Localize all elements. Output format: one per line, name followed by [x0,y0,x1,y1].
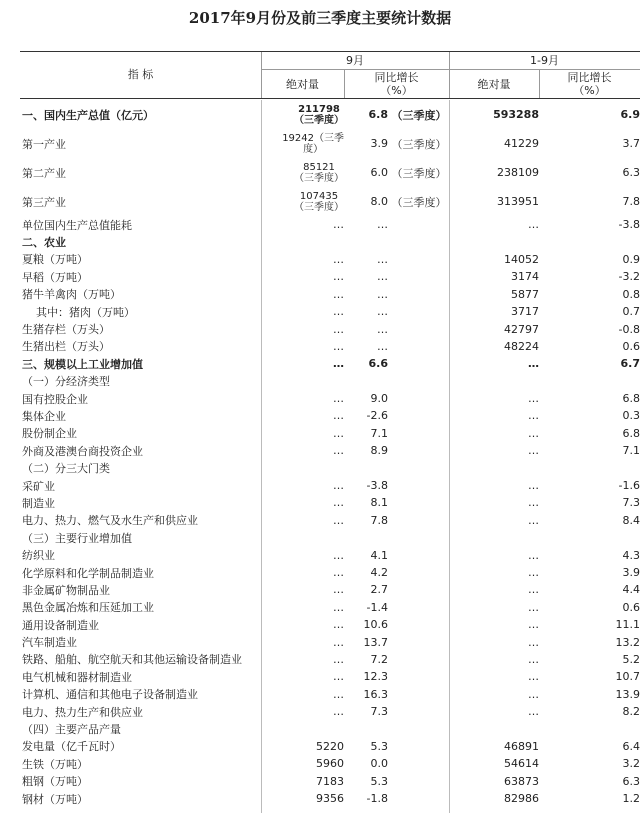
month-growth-cell: … [377,322,388,336]
month-abs-cell: 9356 [316,792,344,806]
ytd-abs-cell: … [528,635,539,649]
ytd-abs-cell: … [528,670,539,684]
indicator-cell: 钢材（万吨） [22,792,88,806]
month-growth-cell: 10.6 [363,618,388,632]
ytd-growth-cell: 5.2 [622,652,640,666]
ytd-abs-cell: … [528,357,539,371]
ytd-abs-cell: 3717 [511,305,539,319]
indicator-cell: 三、规模以上工业增加值 [22,357,143,371]
month-abs-cell: … [333,287,344,301]
ytd-growth-cell: 7.3 [622,496,640,510]
month-growth-cell: 7.1 [370,426,388,440]
indicator-cell: 化学原料和化学制品制造业 [22,566,154,580]
table-row [20,773,640,790]
month-growth-cell: … [377,270,388,284]
indicator-cell: （一）分经济类型 [22,375,110,389]
indicator-cell: 单位国内生产总值能耗 [22,218,132,232]
ytd-growth-cell: 6.3 [622,774,640,788]
table-row [20,129,640,158]
table-row [20,494,640,511]
table-header [20,51,640,99]
value-line: 19242（三季 [282,132,344,144]
table-row [20,459,640,476]
month-growth-cell: 16.3 [363,687,388,701]
month-abs-cell: … [333,252,344,266]
value-line: （三季度） [294,201,344,213]
table-row [20,633,640,650]
indicator-cell: 汽车制造业 [22,636,77,650]
indicator-cell: 股份制企业 [22,427,77,441]
header-growth-label: 同比增长 [374,71,419,84]
table-row [20,373,640,390]
ytd-abs-cell: … [528,392,539,406]
month-growth-cell: … [377,218,388,232]
ytd-abs-cell: … [528,687,539,701]
month-abs-cell: 5960 [316,757,344,771]
month-growth-cell: -3.8 [366,479,388,493]
ytd-growth-cell: 0.9 [622,252,640,266]
month-abs-cell: … [333,479,344,493]
month-abs-cell: … [333,322,344,336]
ytd-growth-cell: -0.8 [618,322,640,336]
header-month-abs: 绝对量 [286,78,319,91]
table-row [20,286,640,303]
month-growth-cell: … [377,339,388,353]
indicator-cell: 计算机、通信和其他电子设备制造业 [22,688,198,702]
ytd-abs-cell: 5877 [511,287,539,301]
indicator-cell: 非金属矿物制品业 [22,583,110,597]
ytd-growth-cell: 6.7 [620,357,640,371]
table-row [20,355,640,372]
header-group-month: 9月 [261,52,449,70]
table-row [20,703,640,720]
month-abs-value [294,191,344,213]
month-growth-cell: 6.0 [370,166,388,179]
month-growth-cell: 6.6 [368,357,388,371]
month-growth-note: （三季度） [391,137,447,151]
table-row [20,158,640,187]
month-growth-cell: 0.0 [370,757,388,771]
indicator-cell: 电气机械和器材制造业 [22,670,132,684]
table-row [20,790,640,807]
ytd-abs-cell: … [528,618,539,632]
table-row [20,303,640,320]
indicator-cell: 第一产业 [22,137,66,151]
ytd-growth-cell: 0.6 [622,339,640,353]
table-row [20,407,640,424]
month-growth-cell: 2.7 [370,583,388,597]
month-growth-note: （三季度） [391,195,447,209]
indicator-cell: 生猪存栏（万头） [22,323,110,337]
ytd-abs-cell: … [528,426,539,440]
table-row [20,233,640,250]
ytd-abs-cell: 313951 [497,195,539,208]
ytd-growth-cell: 6.8 [622,426,640,440]
month-abs-cell [261,129,344,158]
ytd-growth-cell: 0.6 [622,600,640,614]
month-growth-cell: 13.7 [363,635,388,649]
table-row [20,512,640,529]
indicator-cell: 粗钢（万吨） [22,775,88,789]
indicator-cell: 第三产业 [22,195,66,209]
ytd-abs-cell: … [528,548,539,562]
month-abs-cell: … [333,392,344,406]
month-growth-cell: 5.3 [370,774,388,788]
table-row [20,477,640,494]
indicator-cell: 生猪出栏（万头） [22,340,110,354]
ytd-abs-cell: … [528,444,539,458]
table-row [20,425,640,442]
ytd-growth-cell: 4.4 [622,583,640,597]
ytd-growth-cell: 6.4 [622,739,640,753]
ytd-growth-cell: 0.7 [622,305,640,319]
table-row [20,581,640,598]
indicator-cell: 一、国内生产总值（亿元） [22,108,154,122]
indicator-cell: （三）主要行业增加值 [22,531,132,545]
month-abs-cell: … [333,618,344,632]
month-abs-cell: … [333,687,344,701]
table-row [20,338,640,355]
ytd-growth-cell: -3.8 [618,218,640,232]
table-row [20,187,640,216]
month-abs-cell: … [333,218,344,232]
month-growth-cell: 8.0 [370,195,388,208]
month-abs-cell: 7183 [316,774,344,788]
header-month-growth [344,70,449,99]
header-ytd-growth [539,70,640,99]
indicator-cell: 生铁（万吨） [22,757,88,771]
month-growth-cell: 4.2 [370,566,388,579]
ytd-abs-cell: 42797 [504,322,539,336]
indicator-cell: 夏粮（万吨） [22,253,88,267]
month-abs-cell: … [333,652,344,666]
value-line: 211798 [298,103,340,115]
month-abs-cell: … [333,339,344,353]
indicator-cell: 国有控股企业 [22,392,88,406]
month-abs-cell [261,100,344,129]
ytd-growth-cell: -1.6 [618,479,640,493]
ytd-growth-cell: 0.8 [622,287,640,301]
indicator-cell: （四）主要产品产量 [22,723,121,737]
ytd-abs-cell: 48224 [504,339,539,353]
ytd-abs-cell: 41229 [504,137,539,150]
header-growth-unit: （%） [573,84,606,97]
table-row [20,268,640,285]
table-row [20,100,640,129]
month-abs-cell: … [333,305,344,319]
table-row [20,720,640,737]
month-growth-cell: 3.9 [370,137,388,150]
indicator-cell: 外商及港澳台商投资企业 [22,444,143,458]
month-abs-cell: 5220 [316,739,344,753]
header-growth-label: 同比增长 [567,71,612,84]
ytd-growth-cell: 6.8 [622,392,640,406]
header-indicator: 指 标 [127,68,154,81]
ytd-abs-cell: 14052 [504,252,539,266]
month-abs-cell: … [333,600,344,614]
ytd-abs-cell: 593288 [493,108,539,121]
table-row [20,651,640,668]
month-growth-cell: -2.6 [366,409,388,423]
ytd-growth-cell: 1.2 [622,792,640,806]
table-row [20,216,640,233]
month-growth-cell: 9.0 [370,392,388,406]
ytd-growth-cell: 6.9 [620,108,640,121]
month-abs-cell: … [333,444,344,458]
ytd-growth-cell: 7.1 [622,444,640,458]
value-line: （三季度） [294,172,344,184]
month-abs-cell: … [333,409,344,423]
ytd-growth-cell: 11.1 [615,618,640,632]
ytd-abs-cell: 63873 [504,774,539,788]
ytd-growth-cell: 3.7 [622,137,640,150]
ytd-abs-cell: … [528,566,539,579]
month-abs-cell: … [333,705,344,719]
header-group-ytd: 1-9月 [449,52,640,70]
ytd-abs-cell: … [528,409,539,423]
data-table [20,100,640,807]
ytd-abs-cell: … [528,479,539,493]
month-growth-cell: -1.8 [366,792,388,806]
month-abs-cell [261,187,344,216]
month-abs-cell: … [333,426,344,440]
ytd-abs-cell: 3174 [511,270,539,284]
indicator-cell: 猪牛羊禽肉（万吨） [22,288,121,302]
table-row [20,442,640,459]
month-growth-cell: … [377,287,388,301]
month-abs-value [282,133,344,155]
month-growth-cell: -1.4 [366,600,388,614]
ytd-abs-cell: 54614 [504,757,539,771]
ytd-abs-cell: 238109 [497,166,539,179]
table-row [20,755,640,772]
indicator-cell: 电力、热力生产和供应业 [22,705,143,719]
month-growth-cell: 7.8 [370,513,388,527]
ytd-growth-cell: 3.9 [622,566,640,579]
table-row [20,738,640,755]
table-row [20,668,640,685]
ytd-growth-cell: 13.9 [615,687,640,701]
month-abs-cell: … [333,270,344,284]
ytd-abs-cell: 46891 [504,739,539,753]
month-growth-cell: 5.3 [370,739,388,753]
indicator-cell: （二）分三大门类 [22,462,110,476]
value-line: 度） [303,143,324,155]
page-title: 2017年9月份及前三季度主要统计数据 [188,9,452,27]
ytd-abs-cell: … [528,513,539,527]
month-abs-cell: … [333,357,344,371]
ytd-abs-cell: … [528,600,539,614]
indicator-cell: 通用设备制造业 [22,618,99,632]
month-growth-cell: 8.9 [370,444,388,458]
indicator-cell: 发电量（亿千瓦时） [22,740,121,754]
indicator-cell: 其中：猪肉（万吨） [36,305,135,319]
ytd-growth-cell: 6.3 [622,166,640,179]
value-line: 107435 [299,190,339,202]
indicator-cell: 纺织业 [22,549,55,563]
header-growth-unit: （%） [380,84,413,97]
month-abs-value [294,104,344,126]
ytd-growth-cell: 10.7 [615,670,640,684]
month-abs-cell: … [333,635,344,649]
indicator-cell: 集体企业 [22,409,66,423]
indicator-cell: 电力、热力、燃气及水生产和供应业 [22,514,198,528]
month-abs-value [294,162,344,184]
indicator-cell: 铁路、船舶、航空航天和其他运输设备制造业 [22,653,242,667]
ytd-growth-cell: 4.3 [622,548,640,562]
month-growth-cell: 7.2 [370,652,388,666]
indicator-cell: 二、农业 [22,236,66,250]
table-row [20,546,640,563]
ytd-abs-cell: … [528,652,539,666]
value-line: （三季度） [294,114,344,126]
table-row [20,616,640,633]
ytd-abs-cell: … [528,583,539,597]
month-growth-cell: … [377,305,388,319]
ytd-abs-cell: 82986 [504,792,539,806]
table-row [20,564,640,581]
table-row [20,599,640,616]
ytd-growth-cell: 8.4 [622,513,640,527]
ytd-growth-cell: 3.2 [622,757,640,771]
month-growth-cell: 8.1 [370,496,388,510]
ytd-growth-cell: 7.8 [622,195,640,208]
ytd-growth-cell: 0.3 [622,409,640,423]
month-growth-cell: 4.1 [370,548,388,562]
ytd-growth-cell: 13.2 [615,635,640,649]
indicator-cell: 采矿业 [22,479,55,493]
value-line: 85121 [303,161,335,173]
month-abs-cell: … [333,513,344,527]
ytd-abs-cell: … [528,496,539,510]
month-growth-note: （三季度） [391,166,447,180]
month-abs-cell: … [333,548,344,562]
ytd-abs-cell: … [528,705,539,719]
month-growth-cell: 6.8 [368,108,388,121]
indicator-cell: 黑色金属冶炼和压延加工业 [22,601,154,615]
month-abs-cell: … [333,583,344,597]
table-row [20,390,640,407]
month-growth-cell: 7.3 [370,705,388,719]
indicator-cell: 第二产业 [22,166,66,180]
month-abs-cell: … [333,496,344,510]
month-growth-cell: … [377,252,388,266]
ytd-growth-cell: 8.2 [622,705,640,719]
indicator-cell: 早稻（万吨） [22,270,88,284]
month-growth-cell: 12.3 [363,670,388,684]
month-abs-cell: … [333,670,344,684]
header-ytd-abs: 绝对量 [477,78,511,91]
table-row [20,529,640,546]
indicator-cell: 制造业 [22,496,55,510]
month-abs-cell: … [333,566,344,579]
ytd-growth-cell: -3.2 [618,270,640,284]
table-row [20,251,640,268]
ytd-abs-cell: … [528,218,539,232]
month-abs-cell [261,158,344,187]
month-growth-note: （三季度） [391,108,447,122]
table-row [20,320,640,337]
table-row [20,686,640,703]
